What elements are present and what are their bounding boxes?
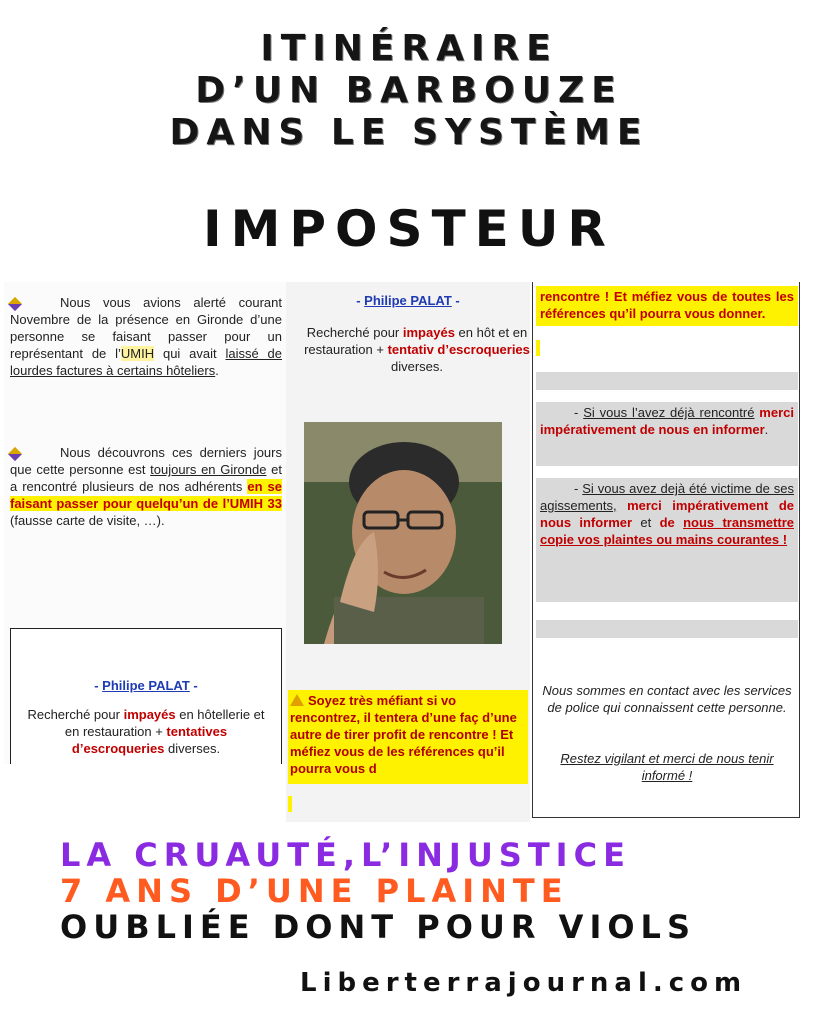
wanted-name: - Philipe PALAT -	[94, 678, 198, 693]
website-link[interactable]: Liberterrajournal.com	[300, 968, 748, 998]
highlight-mark	[288, 796, 292, 812]
wanted-description: Recherché pour impayés en hôtellerie et en restauration + tentatives d’escroqueries diverses.	[27, 707, 265, 756]
paragraph-2: Nous découvrons ces derniers jours que cette personne est toujours en Gironde et a rencontré plusieurs de nos adhérents en se faisant passer pour quelqu’un de l’UMIH 33 (fausse carte de visite, …).	[10, 444, 282, 529]
instruction-item-1: - Si vous l’avez déjà rencontré merci impérativement de nous en informer.	[536, 402, 798, 466]
document-panel-right	[530, 282, 818, 822]
instruction-item-2: - Si vous avez dejà été victime de ses agissements, merci impérativement de nous informer et de nous transmettre copie vos plaintes ou mains courantes !	[536, 478, 798, 602]
title-line-2: D’UN BARBOUZE	[195, 70, 623, 111]
police-contact: Nous sommes en contact avec les services de police qui connaissent cette personne.	[542, 683, 792, 715]
bullet-icon	[8, 446, 22, 460]
wanted-name: - Philipe PALAT -	[356, 293, 460, 308]
footer-line-3: OUBLIÉE DONT POUR VIOLS	[60, 908, 696, 946]
warning-box: Soyez très méfiant si vo rencontrez, il tentera d’une faç d’une autre de tirer profit de rencontre ! Et méfiez vous de les références qu’il pourra vous d	[288, 690, 528, 784]
grey-bar	[536, 620, 798, 638]
wanted-description: Recherché pour impayés en hôt et en restauration + tentativ d’escroqueries diverses.	[304, 325, 530, 374]
paragraph-1: Nous vous avions alerté courant Novembre de la présence en Gironde d’une personne se faisant passer pour un représentant de l’UMIH qui avait laissé de lourdes factures à certains hôteliers.	[10, 294, 282, 379]
warning-highlight: rencontre ! Et méfiez vous de toutes les références qu’il pourra vous donner.	[536, 286, 798, 326]
footer-line-2: 7 ANS D’UNE PLAINTE	[60, 872, 569, 910]
highlight-mark	[536, 340, 540, 356]
footer-line-1: LA CRUAUTÉ,L’INJUSTICE	[60, 836, 631, 874]
main-title: IMPOSTEUR	[203, 200, 615, 258]
warning-icon	[290, 694, 304, 706]
vigilance-note: Restez vigilant et merci de nous tenir informé !	[560, 751, 774, 783]
document-panel-left	[4, 282, 286, 764]
title-line-3: DANS LE SYSTÈME	[169, 112, 649, 153]
bullet-icon	[8, 296, 22, 310]
header-title	[0, 28, 818, 154]
wanted-box	[10, 628, 282, 764]
umih-highlight: UMIH	[120, 346, 155, 361]
person-photo	[304, 422, 502, 644]
grey-bar	[536, 372, 798, 390]
title-line-1: ITINÉRAIRE	[260, 28, 558, 69]
portrait-illustration	[304, 422, 502, 644]
